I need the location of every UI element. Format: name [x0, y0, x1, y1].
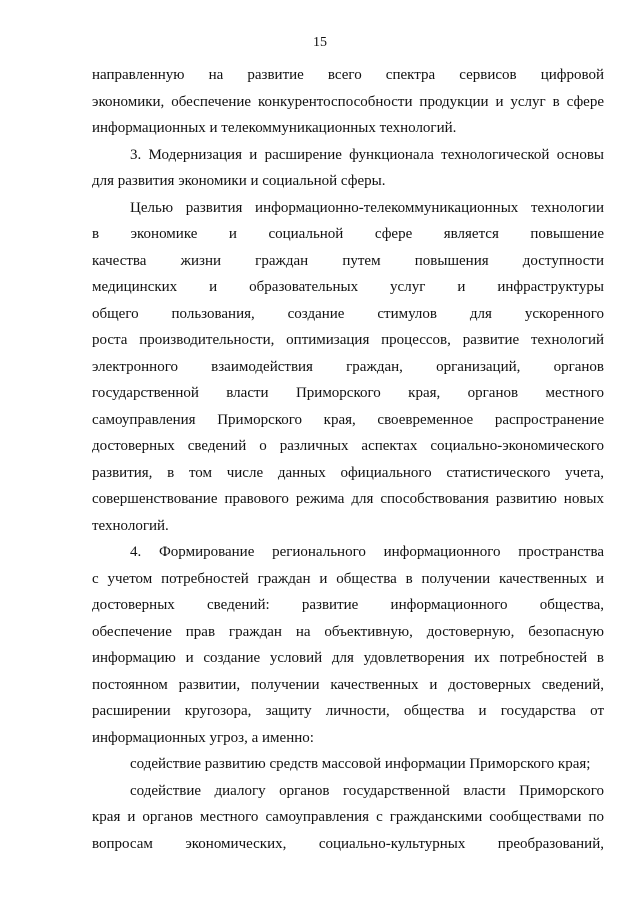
text-line: достоверных сведений о различных аспектах социально-экономического	[92, 438, 604, 454]
text-line: края и органов местного самоуправления с гражданскими сообществами по	[92, 809, 604, 825]
text-line: самоуправления Приморского края, своевременное распространение	[92, 411, 604, 428]
text-line: технологий.	[92, 517, 169, 534]
text-line: с учетом потребностей граждан и общества в получении качественных и	[92, 570, 604, 587]
text-line: 4. Формирование регионального информационного пространства	[130, 544, 604, 560]
text-line: общего пользования, создание стимулов для ускоренного	[92, 305, 604, 322]
text-line: информацию и создание условий для удовлетворения их потребностей в	[92, 650, 604, 666]
text-line: Целью развития информационно-телекоммуникационных технологии	[130, 199, 604, 216]
text-line: обеспечение прав граждан на объективную, достоверную, безопасную	[92, 623, 604, 640]
text-line: направленную на развитие всего спектра сервисов цифровой	[92, 67, 604, 83]
text-line: государственной власти Приморского края, органов местного	[92, 385, 604, 401]
text-line: расширении кругозора, защиту личности, общества и государства от	[92, 703, 604, 719]
text-line: экономики, обеспечение конкурентоспособности продукции и услуг в сфере	[92, 93, 604, 110]
body-text	[92, 62, 604, 857]
text-line: информационных угроз, а именно:	[92, 729, 314, 746]
text-line: содействие развитию средств массовой информации Приморского края;	[130, 756, 591, 772]
text-line: совершенствование правового режима для способствования развитию новых	[92, 491, 604, 507]
text-line: информационных и телекоммуникационных технологий.	[92, 120, 457, 136]
text-line: качества жизни граждан путем повышения доступности	[92, 252, 604, 269]
text-line: развития, в том числе данных официального статистического учета,	[92, 464, 604, 481]
text-line: содействие диалогу органов государственной власти Приморского	[130, 782, 604, 799]
text-line: 3. Модернизация и расширение функционала технологической основы	[130, 146, 604, 163]
text-line: достоверных сведений: развитие информационного общества,	[92, 597, 604, 613]
text-line: для развития экономики и социальной сферы.	[92, 173, 386, 189]
text-line: электронного взаимодействия граждан, организаций, органов	[92, 358, 604, 375]
text-line: роста производительности, оптимизация процессов, развитие технологий	[92, 332, 604, 348]
text-line: постоянном развитии, получении качественных и достоверных сведений,	[92, 676, 604, 693]
text-line: в экономике и социальной сфере является повышение	[92, 226, 604, 242]
text-line: медицинских и образовательных услуг и инфраструктуры	[92, 279, 604, 295]
text-line: вопросам экономических, социально-культурных преобразований,	[92, 835, 604, 852]
page-number: 15	[313, 35, 327, 50]
